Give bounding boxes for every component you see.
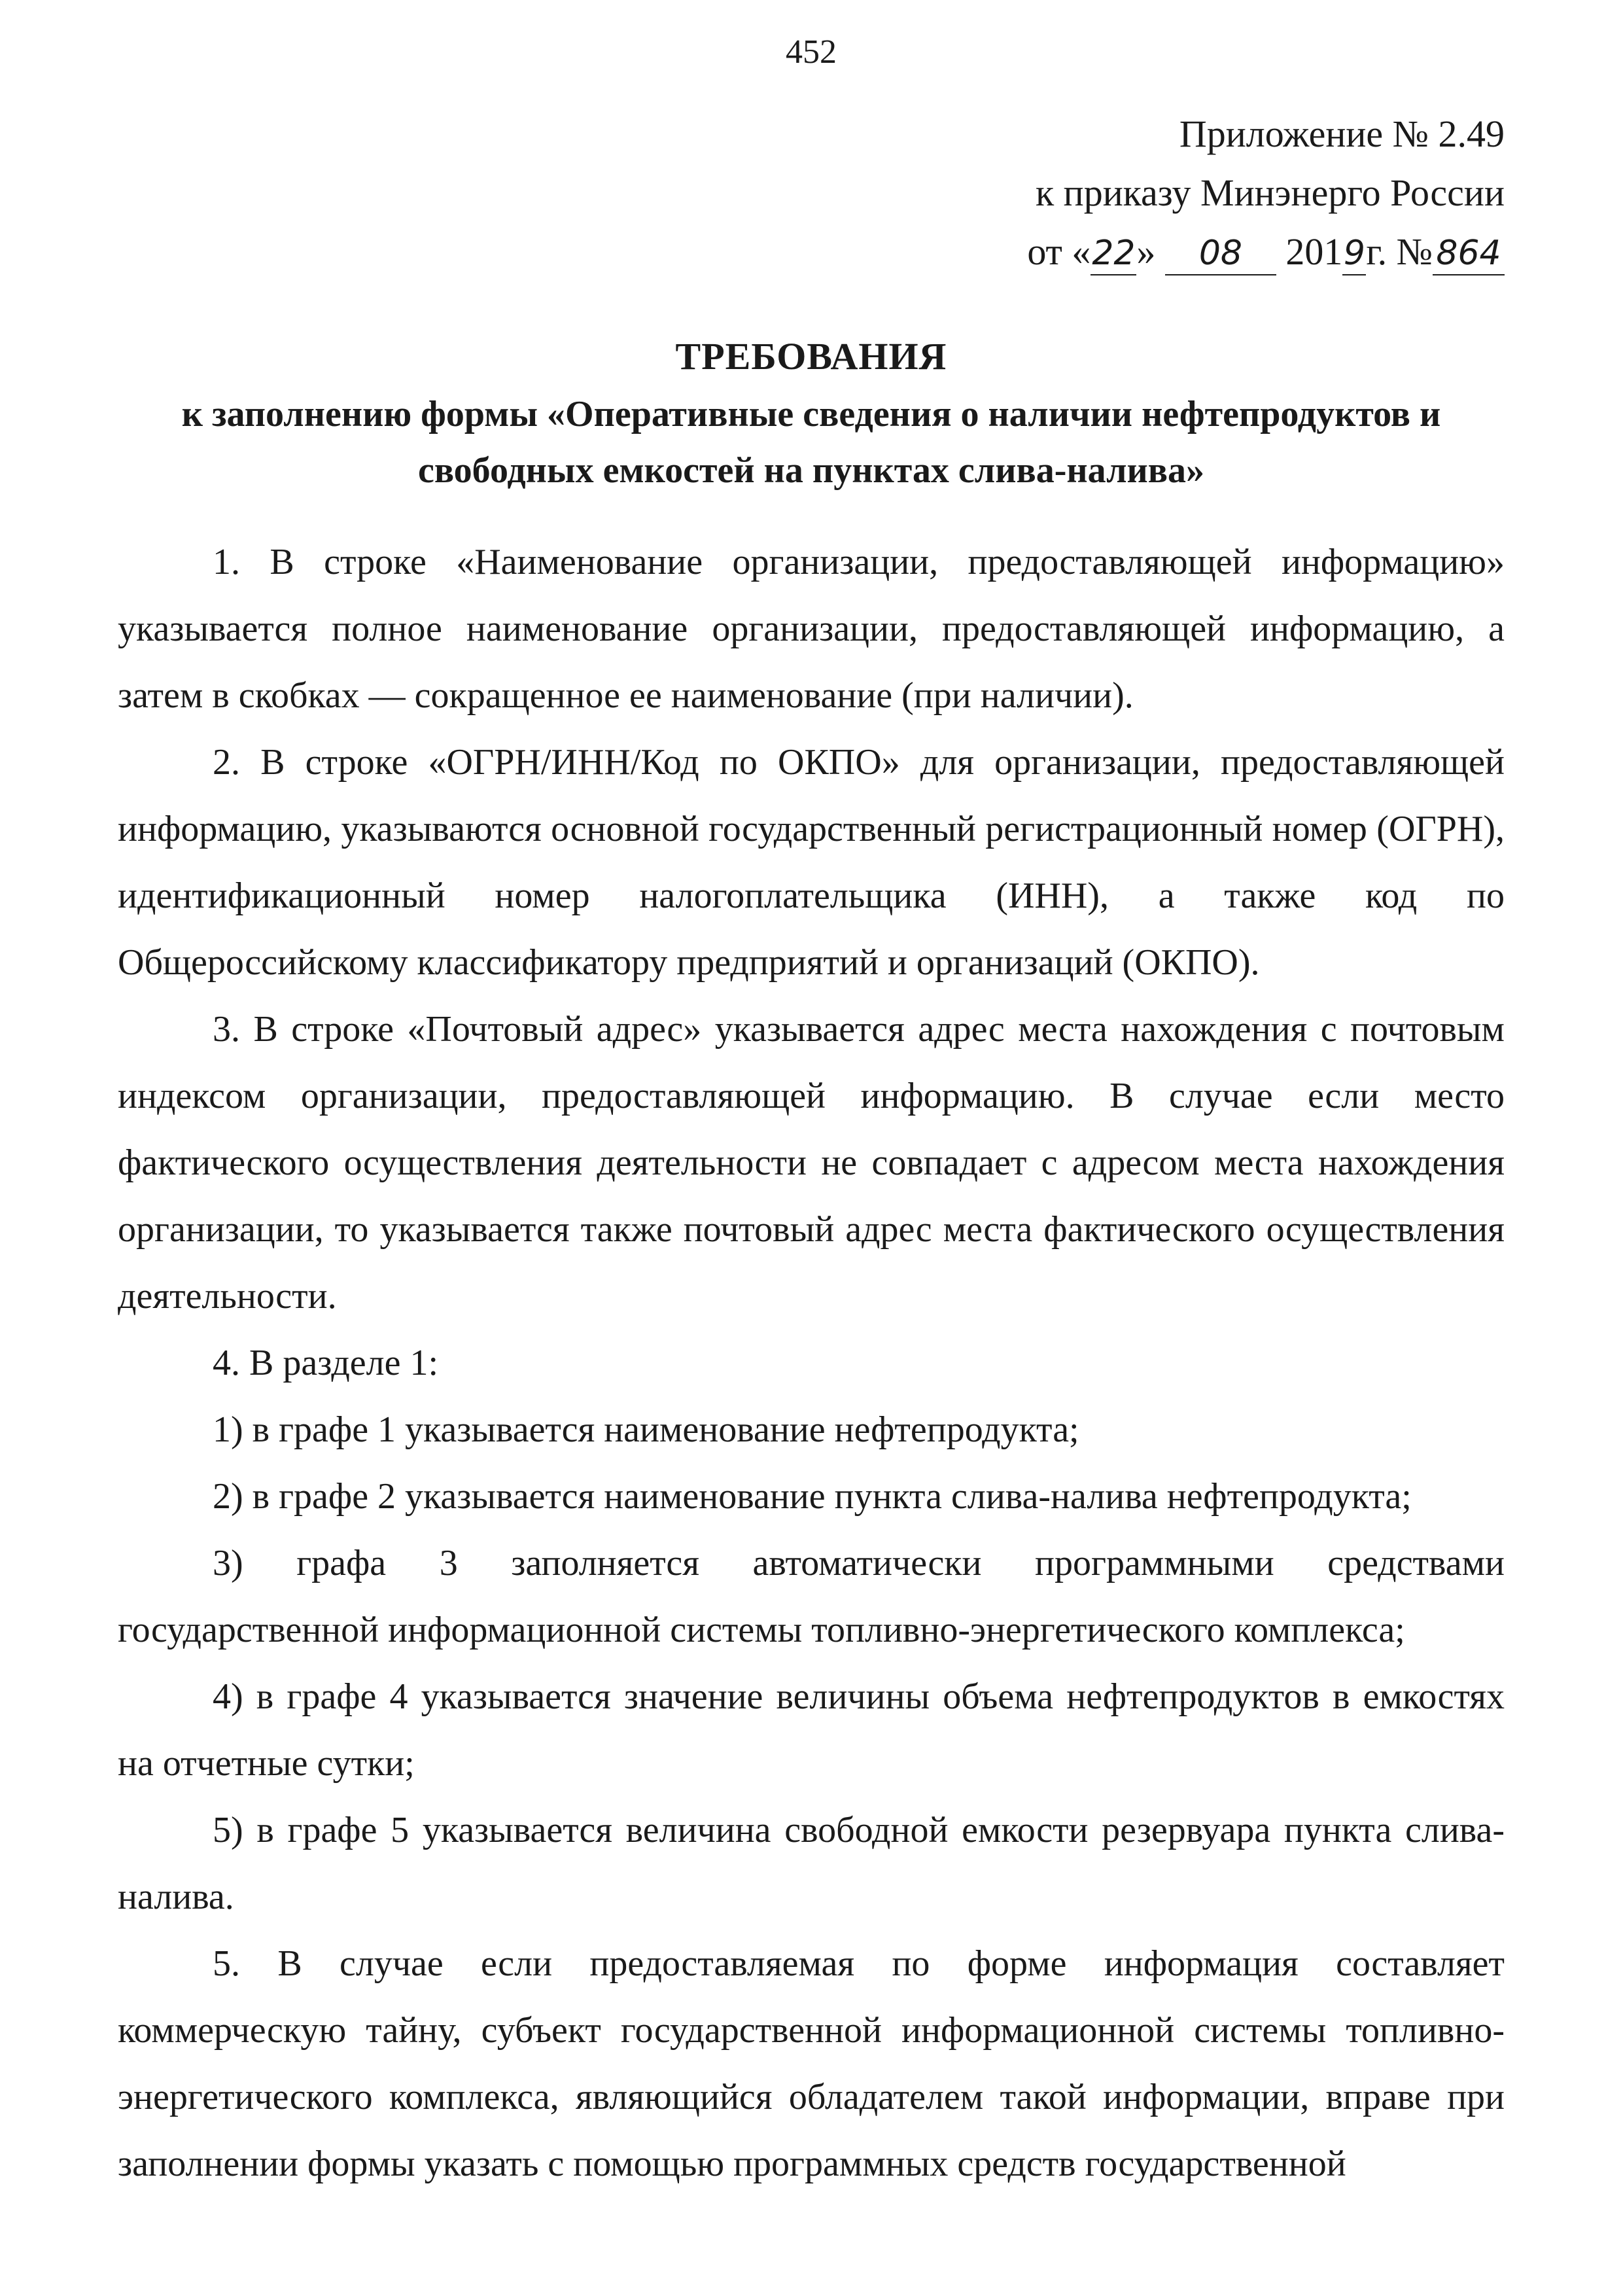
date-mid: » bbox=[1136, 230, 1156, 273]
document-subtitle-line-1: к заполнению формы «Оперативные сведения о наличии нефтепродуктов и bbox=[181, 394, 1441, 434]
paragraph: 4. В разделе 1: bbox=[213, 1343, 439, 1383]
date-prefix: от « bbox=[1027, 230, 1091, 273]
page-number: 452 bbox=[786, 33, 837, 71]
date-year-prefix: 201 bbox=[1285, 230, 1343, 273]
appendix-line-2: к приказу Минэнерго России bbox=[1036, 171, 1505, 214]
paragraph: 2. В строке «ОГРН/ИНН/Код по ОКПО» для организации, предоставляющей информацию, указываются основной государственный регистрационный номер (ОГРН), идентификационный номер налогоплательщика (ИНН), а также код по Общероссийскому классификатору предприятий и организаций (ОКПО). bbox=[118, 742, 1505, 983]
paragraph: 3) графа 3 заполняется автоматически программными средствами государственной информационной системы топливно-энергетического комплекса; bbox=[118, 1543, 1505, 1650]
paragraph: 1. В строке «Наименование организации, предоставляющей информацию» указывается полное наименование организации, предоставляющей информацию, а затем в скобках — сокращенное ее наименование (при наличии). bbox=[118, 542, 1505, 716]
appendix-header bbox=[903, 105, 1505, 281]
paragraph: 3. В строке «Почтовый адрес» указывается адрес места нахождения с почтовым индексом организации, предоставляющей информацию. В случае если место фактического осуществления деятельности не совпадает с адресом места нахождения организации, то указывается также почтовый адрес места фактического осуществления деятельности. bbox=[118, 1009, 1505, 1316]
date-year-digit: 9 bbox=[1342, 232, 1366, 275]
paragraph: 5) в графе 5 указывается величина свободной емкости резервуара пункта слива-налива. bbox=[118, 1810, 1505, 1917]
paragraph: 2) в графе 2 указывается наименование пункта слива-налива нефтепродукта; bbox=[213, 1476, 1412, 1517]
paragraph: 4) в графе 4 указывается значение величины объема нефтепродуктов в емкостях на отчетные сутки; bbox=[118, 1676, 1505, 1784]
appendix-date-line bbox=[903, 222, 1505, 281]
document-title: ТРЕБОВАНИЯ bbox=[675, 335, 947, 378]
date-day: 22 bbox=[1091, 232, 1136, 275]
paragraph: 5. В случае если предоставляемая по форме информация составляет коммерческую тайну, субъект государственной информационной системы топливно-энергетического комплекса, являющийся обладателем такой информации, вправе при заполнении формы указать с помощью программных средств государственной bbox=[118, 1943, 1505, 2184]
date-year-suffix: г. № bbox=[1366, 230, 1433, 273]
appendix-line-1: Приложение № 2.49 bbox=[1179, 113, 1505, 155]
paragraph: 1) в графе 1 указывается наименование нефтепродукта; bbox=[213, 1409, 1079, 1450]
document-subtitle-line-2: свободных емкостей на пунктах слива-налива» bbox=[417, 450, 1205, 491]
date-month: 08 bbox=[1165, 232, 1276, 275]
title-block bbox=[118, 327, 1505, 499]
order-number: 864 bbox=[1433, 232, 1505, 275]
body-text bbox=[118, 529, 1505, 2197]
